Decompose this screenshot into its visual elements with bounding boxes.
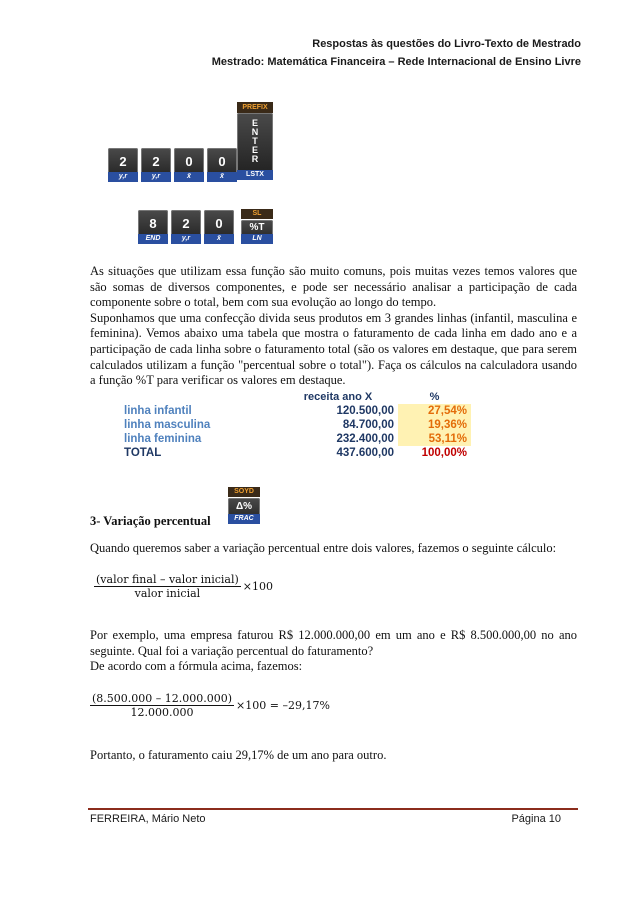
footer-page-number: Página 10	[511, 813, 561, 825]
key-8: 8 END	[138, 210, 168, 244]
revenue-share-table	[120, 390, 471, 460]
table-header-row	[120, 390, 471, 404]
column-header-percent: %	[398, 390, 471, 404]
table-row: linha masculina 84.700,00 19,36%	[120, 418, 471, 432]
footer-rule	[88, 808, 578, 810]
example-paragraph: Por exemplo, uma empresa faturou R$ 12.000.000,00 em um ano e R$ 8.500.000,00 no ano seguinte. Qual foi a variação percentual do faturamento?	[90, 628, 577, 658]
footer-author: FERREIRA, Mário Neto	[90, 813, 206, 825]
intro-paragraph-1: As situações que utilizam essa função são muito comuns, pois muitas vezes temos valores que são somas de diversos componentes, e pode ser necessário analisar a participação de cada componente sobre o total, bem com sua evolução ao longo do tempo.	[90, 264, 577, 310]
key-0: 0 x̄	[207, 148, 237, 182]
key-sequence-2	[138, 210, 234, 244]
section-heading: 3- Variação percentual	[90, 514, 211, 528]
table-row: linha infantil 120.500,00 27,54%	[120, 404, 471, 418]
table-row: linha feminina 232.400,00 53,11%	[120, 432, 471, 446]
header-subtitle: Mestrado: Matemática Financeira – Rede Internacional de Ensino Livre	[211, 56, 581, 68]
percent-total-key: SL %T LN	[241, 220, 273, 244]
intro-text	[90, 264, 577, 389]
key-2: 2 y,r	[108, 148, 138, 182]
percent-change-formula: $\frac{\text{(valor final – valor inicial)}}{\text{valor inicial}}$ ×100	[96, 573, 274, 600]
table-total-row: TOTAL 437.600,00 100,00%	[120, 446, 471, 460]
intro-paragraph-2: Suponhamos que uma confecção divida seus produtos em 3 grandes linhas (infantil, masculina e feminina). Vemos abaixo uma tabela que mostra o faturamento de cada linha em dado ano e a participação de cada linha sobre o faturamento total (são os valores em destaque, que para serem calculados utilizam a função "percentual sobre o total"). Faça os cálculos na calculadora usando a função %T para verificar os valores em destaque.	[90, 310, 577, 388]
section-paragraph-1: Quando queremos saber a variação percentual entre dois valores, fazemos o seguinte cálculo:	[90, 541, 557, 555]
instruction-paragraph: De acordo com a fórmula acima, fazemos:	[90, 659, 303, 674]
key-2: 2 y,r	[171, 210, 201, 244]
key-2: 2 y,r	[141, 148, 171, 182]
column-header-revenue: receita ano X	[303, 391, 373, 403]
key-0: 0 x̄	[204, 210, 234, 244]
header-title: Respostas às questões do Livro-Texto de Mestrado	[312, 38, 581, 50]
enter-key-label: E N T E R	[251, 118, 259, 164]
delta-percent-key: SOYD Δ% FRAC	[228, 498, 260, 524]
example-formula: $\frac{(8.500.000 - 12.000.000)}{12.000.000}$ ×100 = –29,17%	[92, 692, 330, 719]
conclusion-paragraph: Portanto, o faturamento caiu 29,17% de um ano para outro.	[90, 748, 387, 762]
section-text-2	[90, 628, 577, 675]
key-0: 0 x̄	[174, 148, 204, 182]
enter-key: PREFIX E N T E R LSTX	[237, 113, 273, 180]
key-sequence-1	[108, 148, 237, 182]
